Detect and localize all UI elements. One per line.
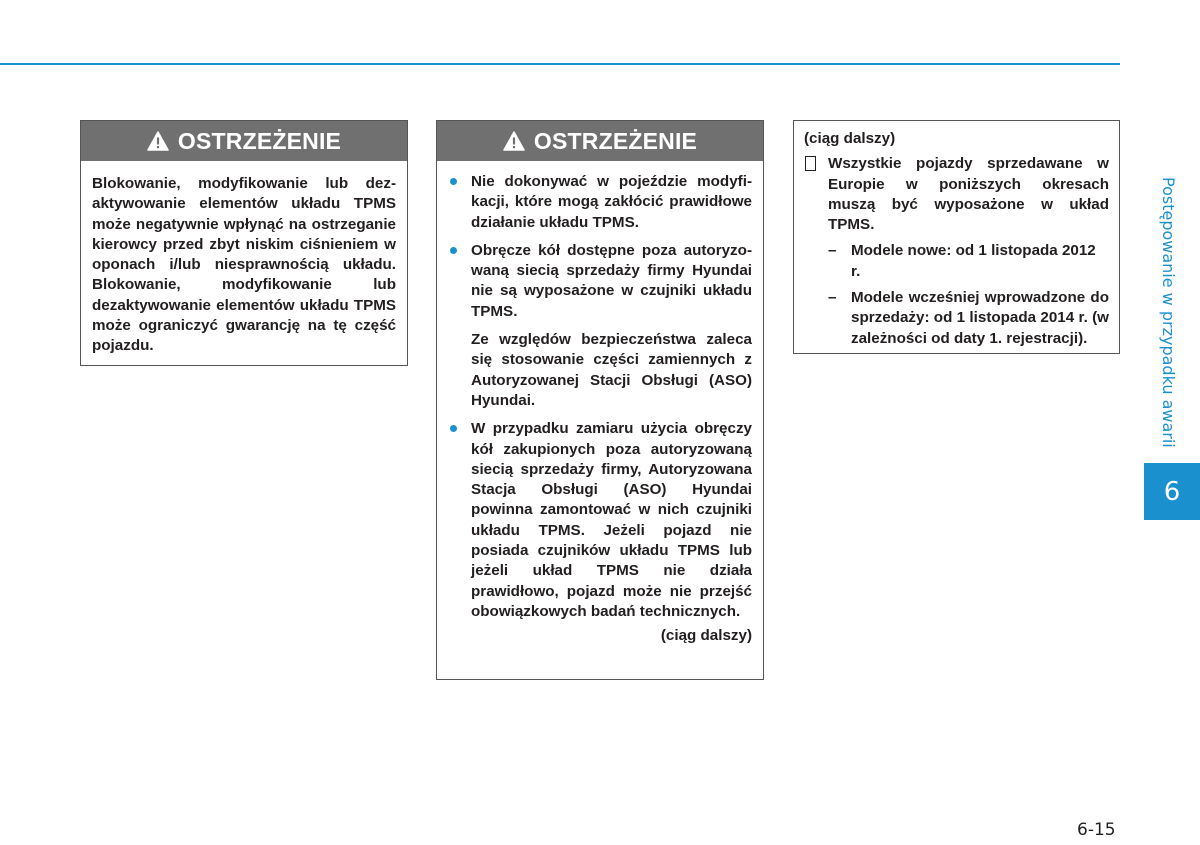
dash-item-text: Modele wcześniej wprowadzone do sprzedaży: od 1 listopada 2014 r. (w zależności od daty 1. rejestracji). [851,289,1109,347]
list-item-text: Obręcze kół dostępne poza autoryzowaną siecią sprzedaży firmy Hyundai nie są wyposażone w czujniki układu TPMS. [471,241,752,320]
dash-marker: – [828,289,837,307]
warning-list [448,419,752,622]
continuation-body [794,121,1119,349]
page-number: 6-15 [1077,820,1116,840]
list-item-text: Nie dokonywać w pojeździe modyfikacji, które mogą zakłócić prawidłowe działanie układu TPMS. [471,173,752,231]
continuation-box [793,120,1120,354]
dash-marker: – [828,242,837,260]
continued-label: (ciąg dalszy) [804,130,896,147]
list-item [448,172,752,233]
warning-header [437,121,763,161]
warning-body [437,161,763,647]
warning-title: OSTRZEŻENIE [177,127,342,154]
continued-label: (ciąg dalszy) [660,627,752,645]
warning-text: Blokowanie, modyfikowanie lub dezaktywowanie elementów układu TPMS może negatywnie wpłynąć na ostrzeganie kierowcy przed zbyt niskim ciśnieniem w oponach i/lub niesprawnością układu. Blokowanie, modyfikowanie lub dezaktywowanie elementów układu TPMS może ograniczyć gwarancję na tę część pojazdu. [92,175,396,355]
warning-triangle-icon [503,131,525,151]
warning-header [81,121,407,161]
chapter-side-title: Postępowanie w przypadku awarii [1159,177,1178,448]
bullet-dot-icon [450,178,457,185]
list-item-paragraph: Ze względów bezpieczeństwa zaleca się stosowanie części zamiennych z Autoryzowanej Stacji Obsługi (ASO) Hyundai. [471,331,752,409]
dash-item [804,241,1109,282]
bullet-dot-icon [450,247,457,254]
warning-box-2 [436,120,764,680]
warning-list [448,172,752,322]
warning-box-1 [80,120,408,366]
list-item [448,419,752,622]
chapter-tab: 6 [1144,463,1200,520]
warning-title: OSTRZEŻENIE [533,127,698,154]
list-item [448,241,752,322]
dash-item [804,288,1109,349]
note-text: Wszystkie pojazdy sprzedawane w Europie w poniższych okresach muszą być wyposażone w układ TPMS. [828,155,1109,234]
note-item [804,154,1109,235]
bullet-dot-icon [450,425,457,432]
list-item-text: W przypadku zamiaru użycia obręczy kół zakupionych poza autoryzowaną siecią sprzedaży firmy, Autoryzowana Stacja Obsługi (ASO) Hyundai powinna zamontować w nich czujniki układu TPMS. Jeżeli pojazd nie posiada czujników układu TPMS lub jeżeli układ TPMS nie działa prawidłowo, pojazd może nie przejść obowiązkowych badań technicznych. [471,420,752,620]
top-rule [0,63,1120,65]
note-icon [805,156,816,171]
dash-item-text: Modele nowe: od 1 listopada 2012 r. [851,242,1096,280]
warning-triangle-icon [147,131,169,151]
